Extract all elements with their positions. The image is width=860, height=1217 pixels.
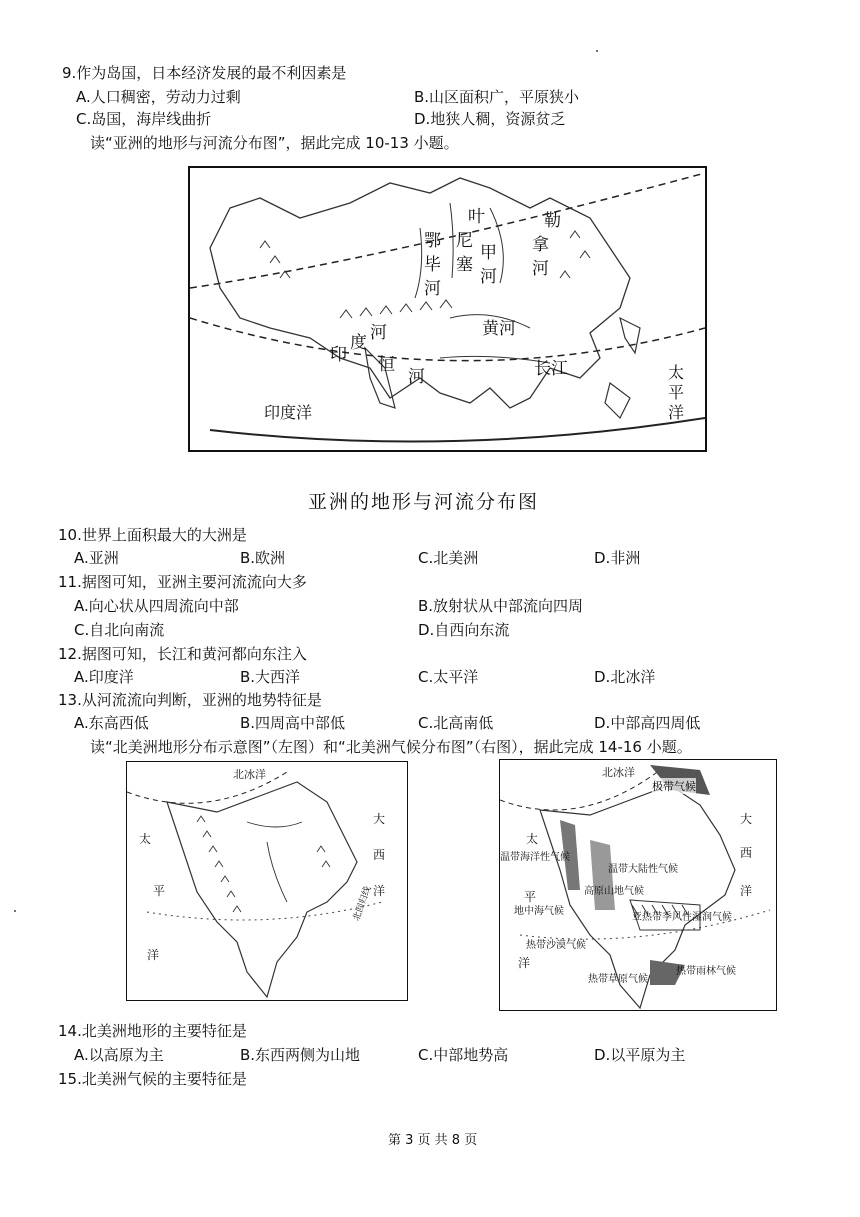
- label-yenisei-1: 叶: [468, 207, 485, 227]
- question-12-option-d: D.北冰洋: [594, 668, 656, 686]
- question-14-option-d: D.以平原为主: [594, 1046, 686, 1064]
- question-11-option-d: D.自西向东流: [418, 621, 510, 639]
- label-pacific-1: 太: [668, 363, 685, 382]
- terrain-label-atlantic-2: 西: [373, 848, 386, 862]
- label-ganges-2: 河: [408, 367, 425, 387]
- climate-label-arctic: 北冰洋: [602, 766, 635, 779]
- climate-label-atlantic-1: 大: [740, 812, 753, 826]
- climate-label-savanna: 热带草原气候: [588, 974, 648, 985]
- question-11-option-a: A.向心状从四周流向中部: [74, 597, 239, 615]
- question-10-option-c: C.北美洲: [418, 549, 479, 567]
- scan-speck: [14, 910, 16, 912]
- climate-label-desert: 热带沙漠气候: [526, 940, 586, 951]
- label-yenisei-2: 尼: [456, 231, 473, 251]
- asia-map: [188, 166, 707, 452]
- climate-label-pacific-2: 平: [524, 890, 537, 904]
- terrain-label-arctic: 北冰洋: [233, 768, 266, 781]
- label-huanghe: 黄河: [482, 319, 516, 339]
- terrain-label-atlantic-1: 大: [373, 812, 386, 826]
- question-13-option-c: C.北高南低: [418, 714, 494, 732]
- label-yenisei-3: 塞: [456, 255, 473, 275]
- label-indus-2: 度: [350, 333, 367, 353]
- label-changjiang: 长江: [534, 359, 568, 379]
- label-ganges-1: 恒: [378, 355, 395, 375]
- question-12-stem: 12.据图可知，长江和黄河都向东注入: [58, 645, 307, 663]
- climate-label-mediterranean: 地中海气候: [514, 906, 564, 917]
- label-pacific-2: 平: [668, 383, 685, 402]
- label-ob-1: 鄂: [424, 231, 441, 251]
- question-13-option-a: A.东高西低: [74, 714, 149, 732]
- question-14-option-a: A.以高原为主: [74, 1046, 164, 1064]
- question-10-option-d: D.非洲: [594, 549, 641, 567]
- label-he: 河: [480, 267, 497, 287]
- question-11-option-b: B.放射状从中部流向四周: [418, 597, 584, 615]
- question-14-stem: 14.北美洲地形的主要特征是: [58, 1022, 247, 1040]
- question-10-stem: 10.世界上面积最大的大洲是: [58, 526, 247, 544]
- climate-label-pacific-1: 太: [526, 832, 539, 846]
- question-10-option-b: B.欧洲: [240, 549, 286, 567]
- question-11-option-c: C.自北向南流: [74, 621, 165, 639]
- label-lena-2: 拿: [532, 235, 549, 255]
- intro-10-13: 读“亚洲的地形与河流分布图”，据此完成 10-13 小题。: [90, 134, 459, 152]
- terrain-label-atlantic-3: 洋: [373, 884, 386, 898]
- asia-map-caption: 亚洲的地形与河流分布图: [308, 491, 540, 513]
- question-13-option-b: B.四周高中部低: [240, 714, 346, 732]
- question-14-option-b: B.东西两侧为山地: [240, 1046, 361, 1064]
- label-indian-ocean: 印度洋: [264, 403, 313, 422]
- label-ob-2: 毕: [424, 255, 441, 275]
- question-14-option-c: C.中部地势高: [418, 1046, 509, 1064]
- scan-speck: [596, 50, 598, 52]
- climate-label-atlantic-2: 西: [740, 846, 753, 860]
- question-11-stem: 11.据图可知，亚洲主要河流流向大多: [58, 573, 307, 591]
- terrain-label-tropic: 北回归线: [351, 885, 374, 923]
- na-terrain-map: [126, 761, 408, 1001]
- climate-label-rainforest: 热带雨林气候: [676, 966, 736, 977]
- climate-label-continental: 温带大陆性气候: [608, 864, 678, 875]
- label-indus-3: 印: [330, 345, 347, 365]
- question-13-option-d: D.中部高四周低: [594, 714, 701, 732]
- question-9-stem: 9.作为岛国，日本经济发展的最不利因素是: [62, 64, 347, 82]
- climate-label-highland: 高原山地气候: [584, 886, 644, 897]
- terrain-label-pacific-3: 洋: [147, 948, 160, 962]
- question-12-option-a: A.印度洋: [74, 668, 134, 686]
- label-indus-1: 河: [370, 323, 387, 343]
- label-ob-3: 河: [424, 279, 441, 299]
- question-10-option-a: A.亚洲: [74, 549, 119, 567]
- question-9-option-b: B.山区面积广，平原狭小: [414, 88, 580, 106]
- label-pacific-3: 洋: [668, 403, 685, 422]
- na-climate-map: [499, 759, 777, 1011]
- climate-label-polar: 极带气候: [652, 780, 696, 793]
- page-footer: 第 3 页 共 8 页: [388, 1133, 478, 1148]
- question-12-option-c: C.太平洋: [418, 668, 479, 686]
- question-13-stem: 13.从河流流向判断，亚洲的地势特征是: [58, 691, 322, 709]
- question-12-option-b: B.大西洋: [240, 668, 301, 686]
- intro-14-16: 读“北美洲地形分布示意图”（左图）和“北美洲气候分布图”（右图），据此完成 14-16 小题。: [90, 738, 692, 756]
- label-lena-1: 勒: [544, 211, 561, 231]
- question-9-option-a: A.人口稠密，劳动力过剩: [76, 88, 241, 106]
- climate-label-pacific-3: 洋: [518, 956, 531, 970]
- terrain-label-pacific-1: 太: [139, 832, 152, 846]
- question-9-option-d: D.地狭人稠，资源贫乏: [414, 110, 566, 128]
- terrain-label-pacific-2: 平: [153, 884, 166, 898]
- climate-label-monsoon-humid: 亚热带季风性湿润气候: [632, 912, 732, 923]
- label-jia: 甲: [480, 243, 497, 263]
- na-terrain-drawing: [127, 762, 407, 1000]
- question-15-stem: 15.北美洲气候的主要特征是: [58, 1070, 247, 1088]
- question-9-option-c: C.岛国，海岸线曲折: [76, 110, 212, 128]
- climate-label-atlantic-3: 洋: [740, 884, 753, 898]
- climate-label-marine: 温带海洋性气候: [500, 852, 570, 863]
- label-lena-3: 河: [532, 259, 549, 279]
